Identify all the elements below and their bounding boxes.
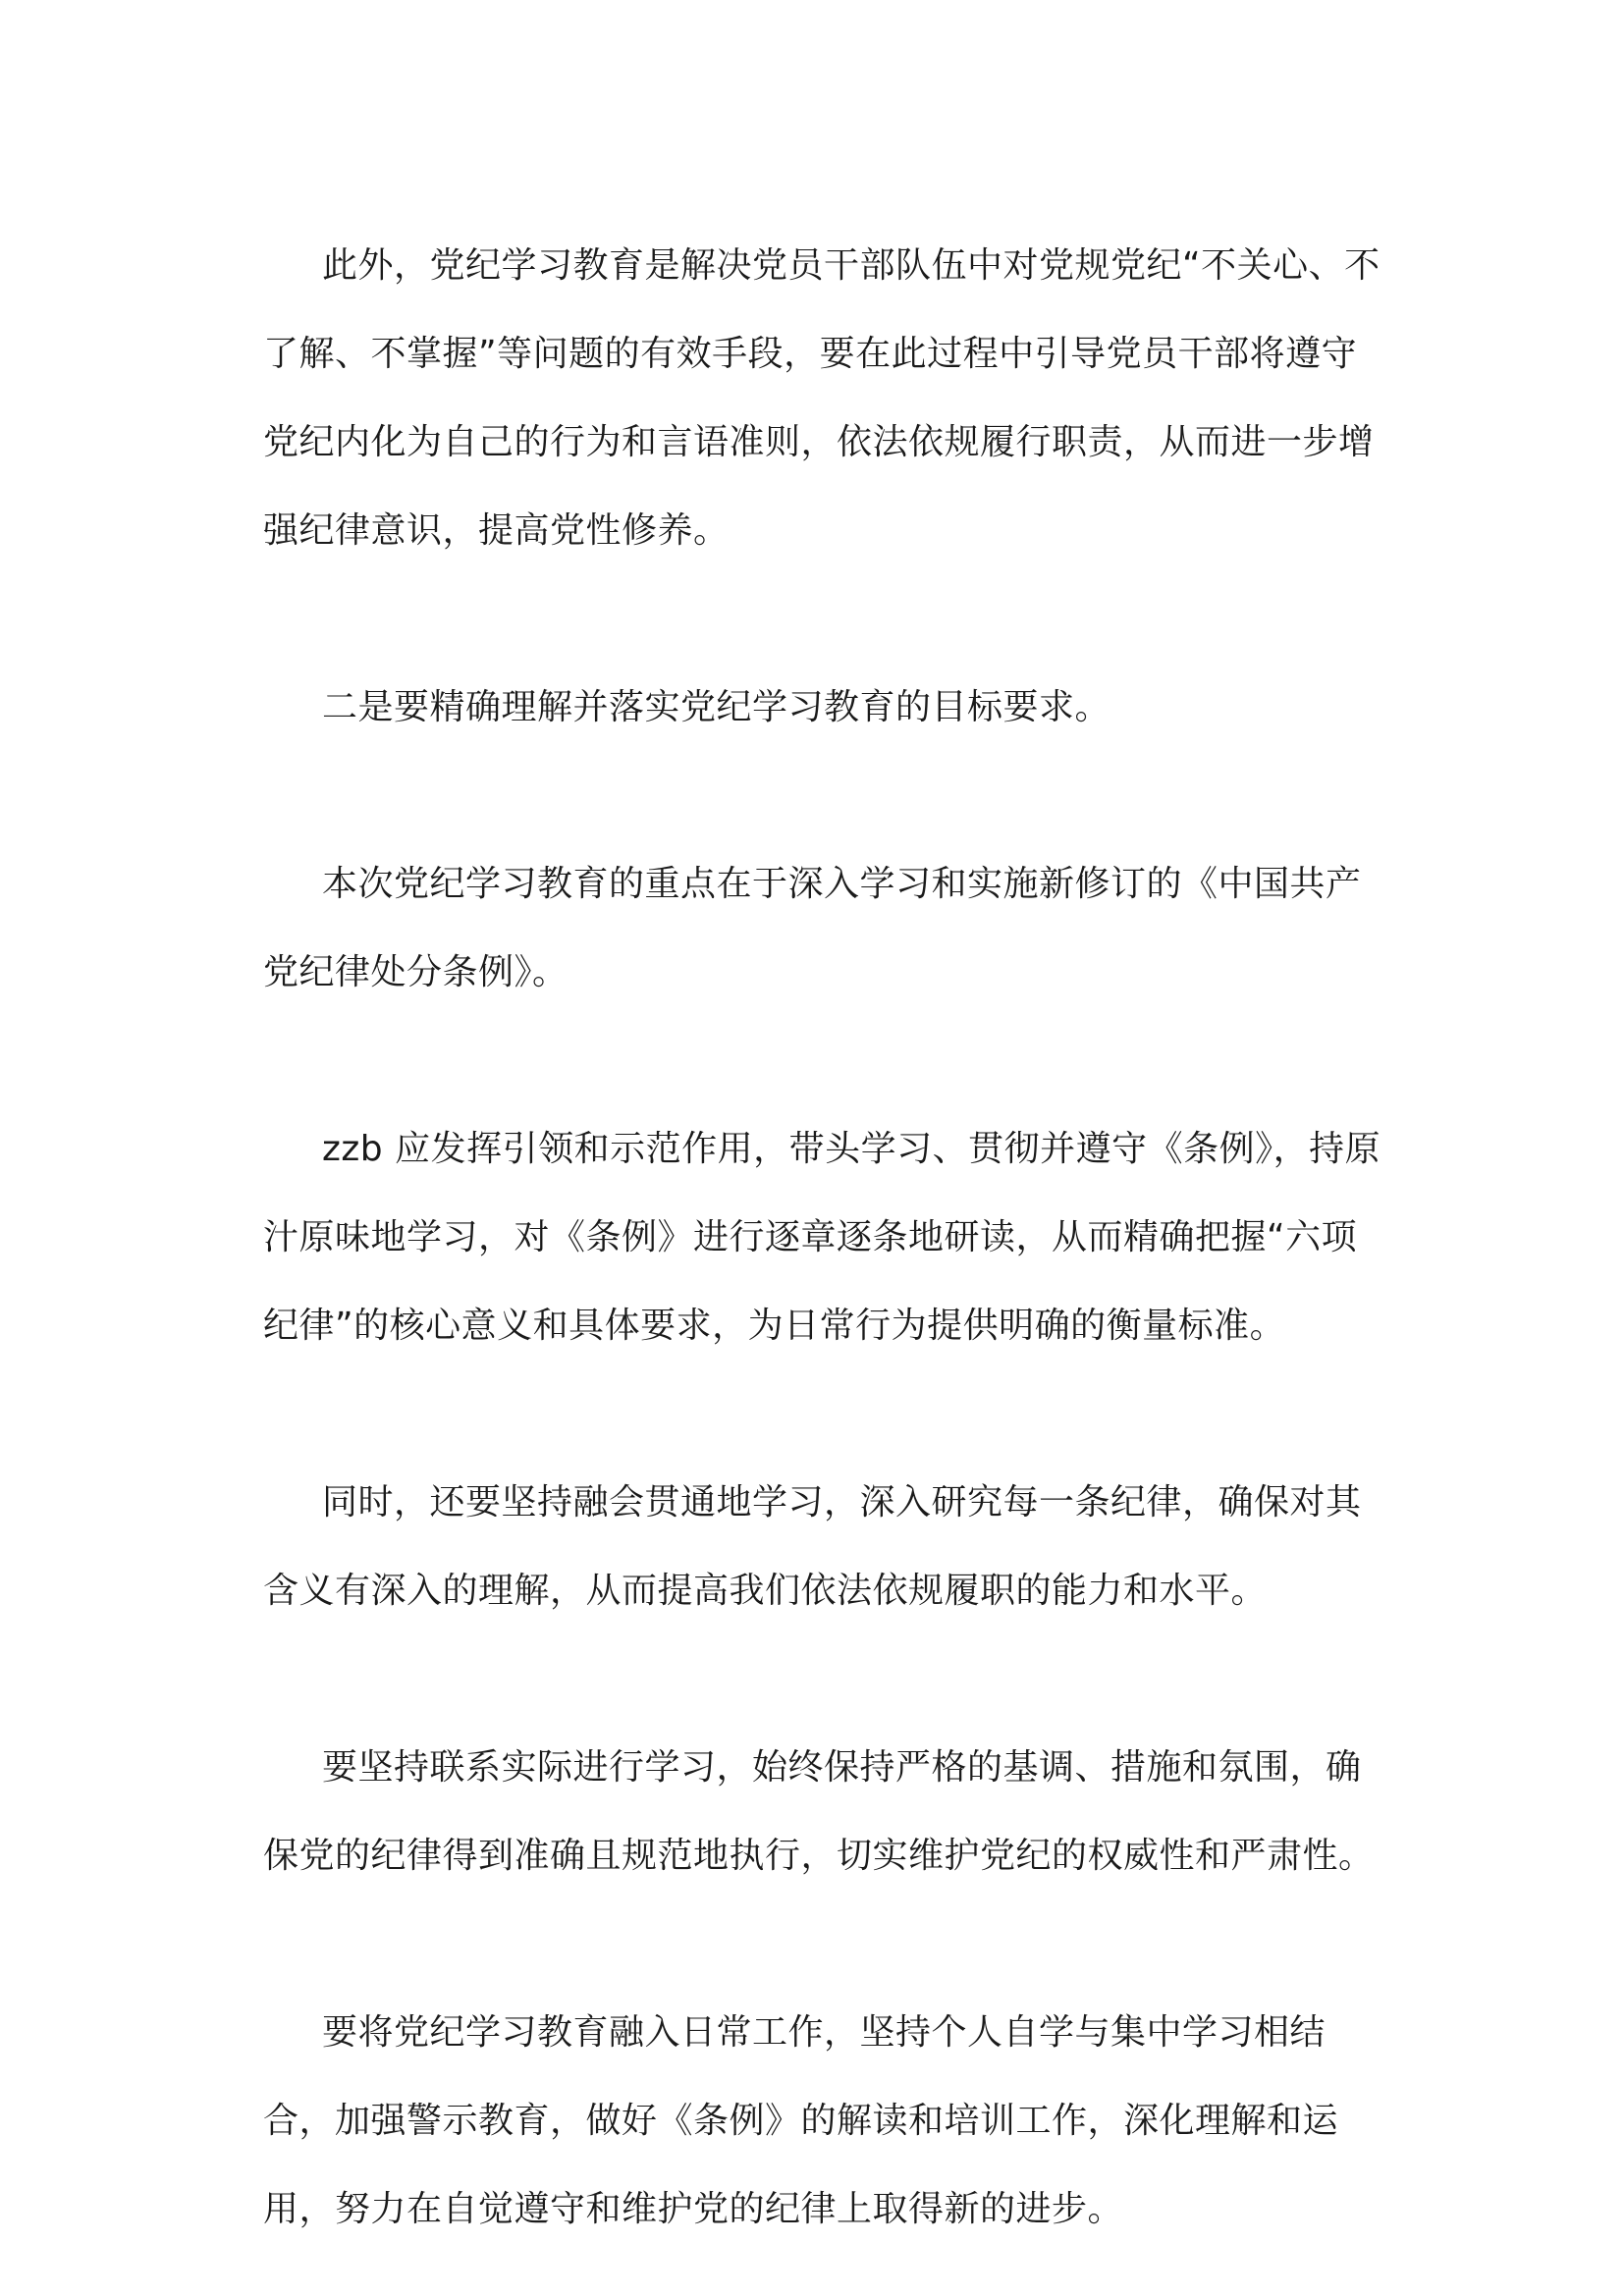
document-body xyxy=(263,222,1387,2254)
paragraph-practical-study: 要坚持联系实际进行学习，始终保持严格的基调、措施和氛围，确保党的纪律得到准确且规范地执行，切实维护党纪的权威性和严肃性。 xyxy=(263,1747,1375,1876)
paragraph-study-focus: 本次党纪学习教育的重点在于深入学习和实施新修订的《中国共产党纪律处分条例》。 xyxy=(263,864,1362,992)
paragraph-discipline-education-purpose: 此外，党纪学习教育是解决党员干部队伍中对党规党纪“不关心、不了解、不掌握”等问题的有效手段，要在此过程中引导党员干部将遵守党纪内化为自己的行为和言语准则，依法依规履行职责，从而进一步增强纪律意识，提高党性修养。 xyxy=(263,245,1380,551)
paragraph-leading-role: zzb 应发挥引领和示范作用，带头学习、贯彻并遵守《条例》，持原汁原味地学习，对《条例》进行逐章逐条地研读，从而精确把握“六项纪律”的核心意义和具体要求，为日常行为提供明确的衡量标准。 xyxy=(263,1129,1381,1346)
paragraph-section-heading-goals: 二是要精确理解并落实党纪学习教育的目标要求。 xyxy=(322,687,1111,727)
paragraph-integrated-study: 同时，还要坚持融会贯通地学习，深入研究每一条纪律，确保对其含义有深入的理解，从而提高我们依法依规履职的能力和水平。 xyxy=(263,1482,1362,1611)
paragraph-daily-work: 要将党纪学习教育融入日常工作，坚持个人自学与集中学习相结合，加强警示教育，做好《条例》的解读和培训工作，深化理解和运用，努力在自觉遵守和维护党的纪律上取得新的进步。 xyxy=(263,2012,1339,2229)
